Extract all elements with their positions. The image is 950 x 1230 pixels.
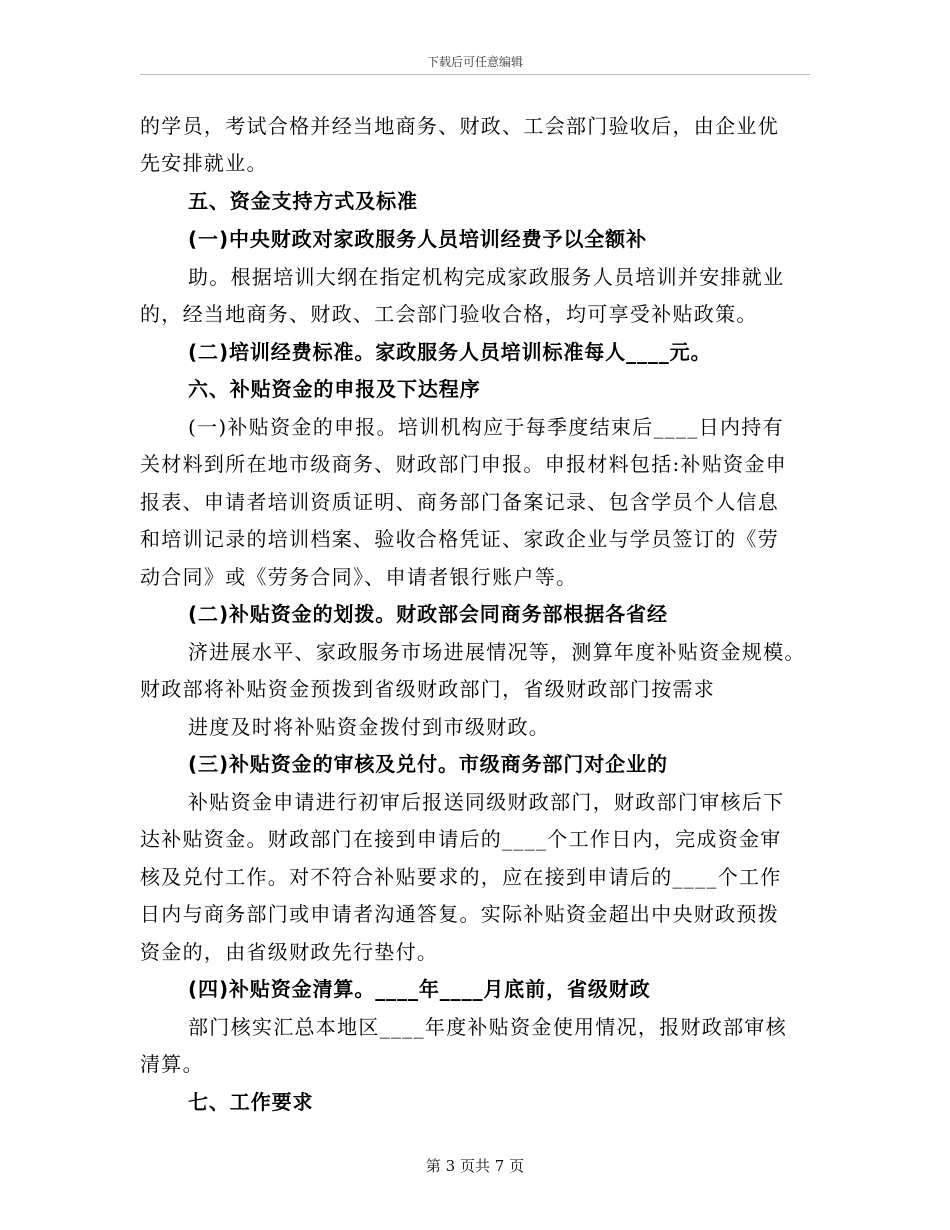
body-line-23: 资金的，由省级财政先行垫付。: [140, 940, 439, 964]
section-heading-6: 六、补贴资金的申报及下达程序: [188, 377, 481, 401]
section-heading-5: 五、资金支持方式及标准: [188, 189, 418, 213]
subheading-6-4: (四)补贴资金清算。____年____月底前，省级财政: [188, 977, 651, 1001]
section-heading-7: 七、工作要求: [188, 1090, 314, 1114]
body-line-6: 的，经当地商务、财政、工会部门验收合格，均可享受补贴政策。: [140, 302, 758, 326]
body-line-26: 清算。: [140, 1052, 204, 1076]
body-line-19: 补贴资金申请进行初审后报送同级财政部门，财政部门审核后下: [188, 790, 785, 814]
subheading-5-2: (二)培训经费标准。家政服务人员培训标准每人____元。: [188, 340, 712, 364]
subheading-5-1: (一)中央财政对家政服务人员培训经费予以全额补: [188, 227, 647, 251]
body-line-5: 助。根据培训大纲在指定机构完成家政服务人员培训并安排就业: [188, 265, 785, 289]
body-line-16: 财政部将补贴资金预拨到省级财政部门，省级财政部门按需求: [140, 677, 716, 701]
header-rule: [140, 74, 810, 75]
body-line-25: 部门核实汇总本地区____年度补贴资金使用情况，报财政部审核: [188, 1015, 787, 1039]
page-footer: 第 3 页共 7 页: [425, 1157, 525, 1175]
body-line-17: 进度及时将补贴资金拨付到市级财政。: [188, 715, 551, 739]
body-line-13: 动合同》或《劳务合同》、申请者银行账户等。: [140, 565, 578, 589]
body-line-22: 日内与商务部门或申请者沟通答复。实际补贴资金超出中央财政预拨: [140, 902, 779, 926]
page-header: 下载后可任意编辑: [426, 55, 523, 69]
body-line-12: 和培训记录的培训档案、验收合格凭证、家政企业与学员签订的《劳: [140, 527, 779, 551]
body-line-20: 达补贴资金。财政部门在接到申请后的____个工作日内，完成资金审: [140, 827, 782, 851]
body-line-2: 先安排就业。: [140, 151, 268, 175]
subheading-6-3: (三)补贴资金的审核及兑付。市级商务部门对企业的: [188, 752, 668, 776]
body-line-11: 报表、申请者培训资质证明、商务部门备案记录、包含学员个人信息: [140, 490, 779, 514]
body-line-1: 的学员，考试合格并经当地商务、财政、工会部门验收后，由企业优: [140, 114, 779, 138]
body-line-21: 核及兑付工作。对不符合补贴要求的，应在接到申请后的____个工作: [140, 865, 782, 889]
body-line-15: 济进展水平、家政服务市场进展情况等，测算年度补贴资金规模。: [188, 640, 806, 664]
body-line-9: (一)补贴资金的申报。培训机构应于每季度结束后____日内持有: [188, 415, 784, 439]
subheading-6-2: (二)补贴资金的划拨。财政部会同商务部根据各省经: [188, 602, 668, 626]
body-line-10: 关材料到所在地市级商务、财政部门申报。申报材料包括:补贴资金申: [140, 452, 788, 476]
